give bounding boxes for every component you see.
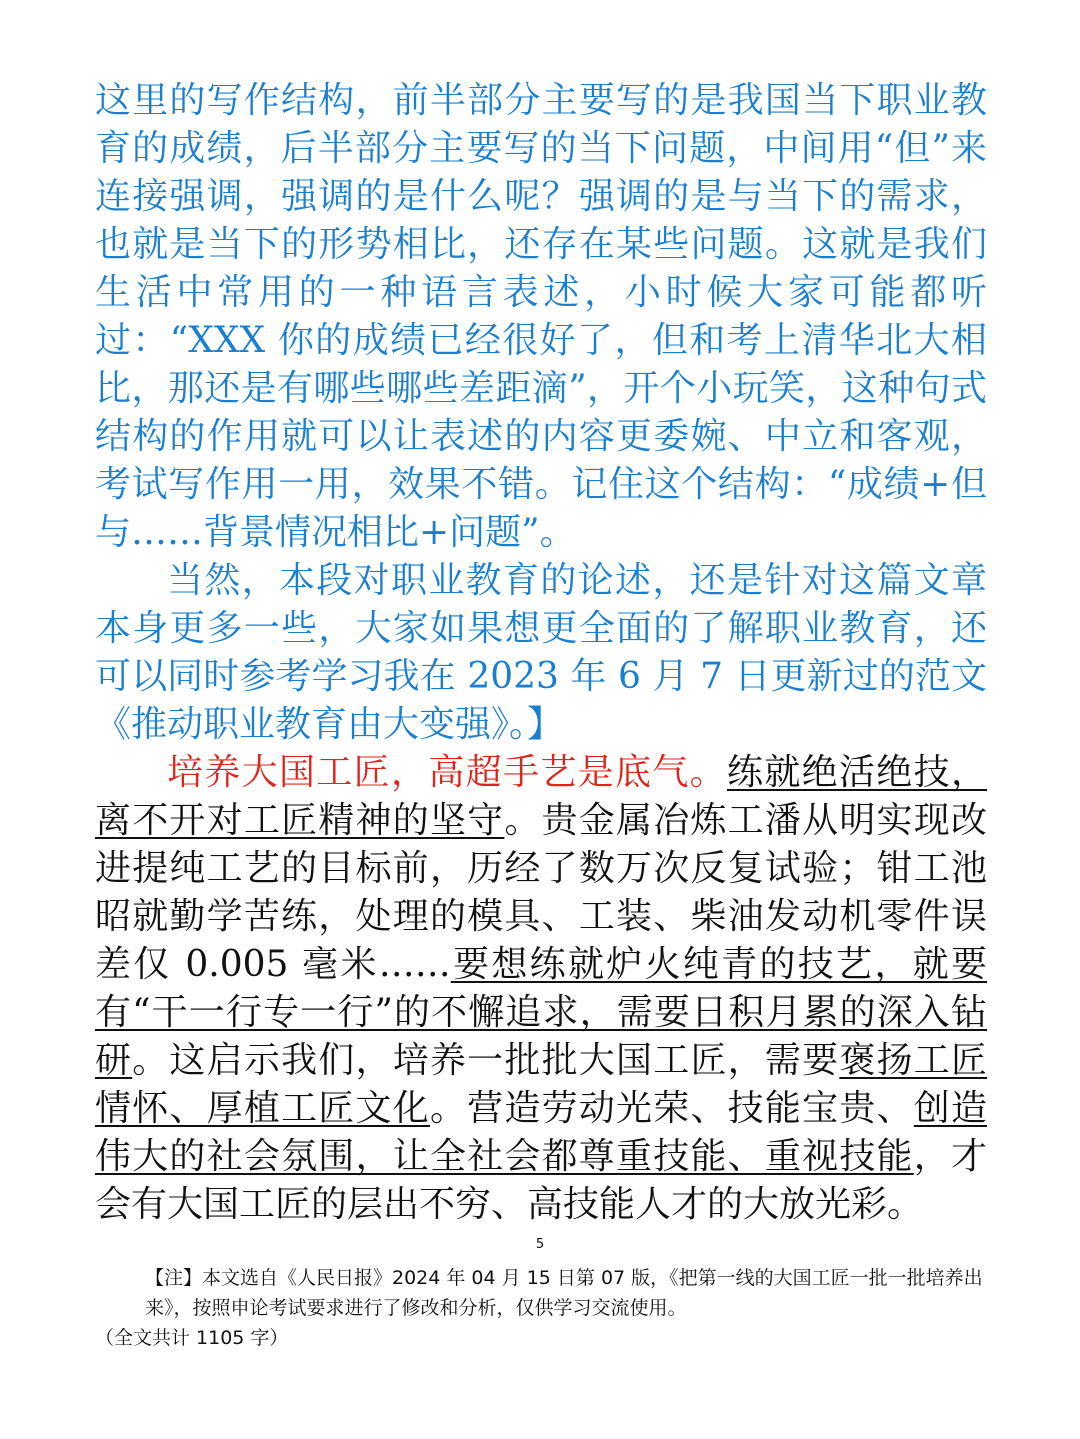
underlined-phrase-4: 创造伟大的社会氛围，让全社会都尊重技能、重视技能 bbox=[95, 1088, 987, 1177]
article-text-1: 。贵金属冶炼工潘从明实现改进提纯工艺的目标前，历经了数万次反复试验；钳工池昭就勤学苦练，处理的模具、工装、柴油发动机零件误差仅 0.005 毫米…… bbox=[95, 800, 987, 985]
analysis-paragraph-1: 这里的写作结构，前半部分主要写的是我国当下职业教育的成绩，后半部分主要写的当下问题，中间用“但”来连接强调，强调的是什么呢？强调的是与当下的需求，也就是当下的形势相比，还存在某些问题。这就是我们生活中常用的一种语言表述，小时候大家可能都听过：“XXX 你的成绩已经很好了，但和考上清华北大相比，那还是有哪些哪些差距滴”，开个小玩笑，这种句式结构的作用就可以让表述的内容更委婉、中立和客观，考试写作用一用，效果不错。记住这个结构：“成绩+但与……背景情况相比+问题”。 bbox=[95, 80, 987, 553]
article-text-3: 。营造劳动光荣、技能宝贵、 bbox=[429, 1088, 914, 1129]
underlined-phrase-2: 要想练就炉火纯青的技艺，就要有“干一行专一行”的不懈追求，需要日积月累的深入钻研 bbox=[95, 944, 987, 1081]
underlined-phrase-3: 褒扬工匠情怀、厚植工匠文化 bbox=[95, 1040, 987, 1129]
article-text-2: 。这启示我们，培养一批批大国工匠，需要 bbox=[132, 1040, 840, 1081]
underlined-phrase-1: 练就绝活绝技，离不开对工匠精神的坚守 bbox=[95, 752, 987, 841]
article-paragraph bbox=[95, 749, 987, 1229]
source-note bbox=[95, 1263, 987, 1353]
page-number: 5 bbox=[535, 1237, 545, 1252]
article-text-4: ，才会有大国工匠的层出不穷、高技能人才的大放光彩。 bbox=[95, 1136, 987, 1225]
word-count: （全文共计 1105 字） bbox=[95, 1327, 289, 1349]
source-note-text: 【注】本文选自《人民日报》2024 年 04 月 15 日第 07 版，《把第一线的大国工匠一批一批培养出来》，按照申论考试要求进行了修改和分析，仅供学习交流使用。 bbox=[145, 1267, 983, 1319]
analysis-paragraph-2: 当然，本段对职业教育的论述，还是针对这篇文章本身更多一些，大家如果想更全面的了解职业教育，还可以同时参考学习我在 2023 年 6 月 7 日更新过的范文《推动职业教育由大变强》。】 bbox=[95, 560, 987, 745]
topic-sentence: 培养大国工匠，高超手艺是底气。 bbox=[167, 752, 727, 793]
